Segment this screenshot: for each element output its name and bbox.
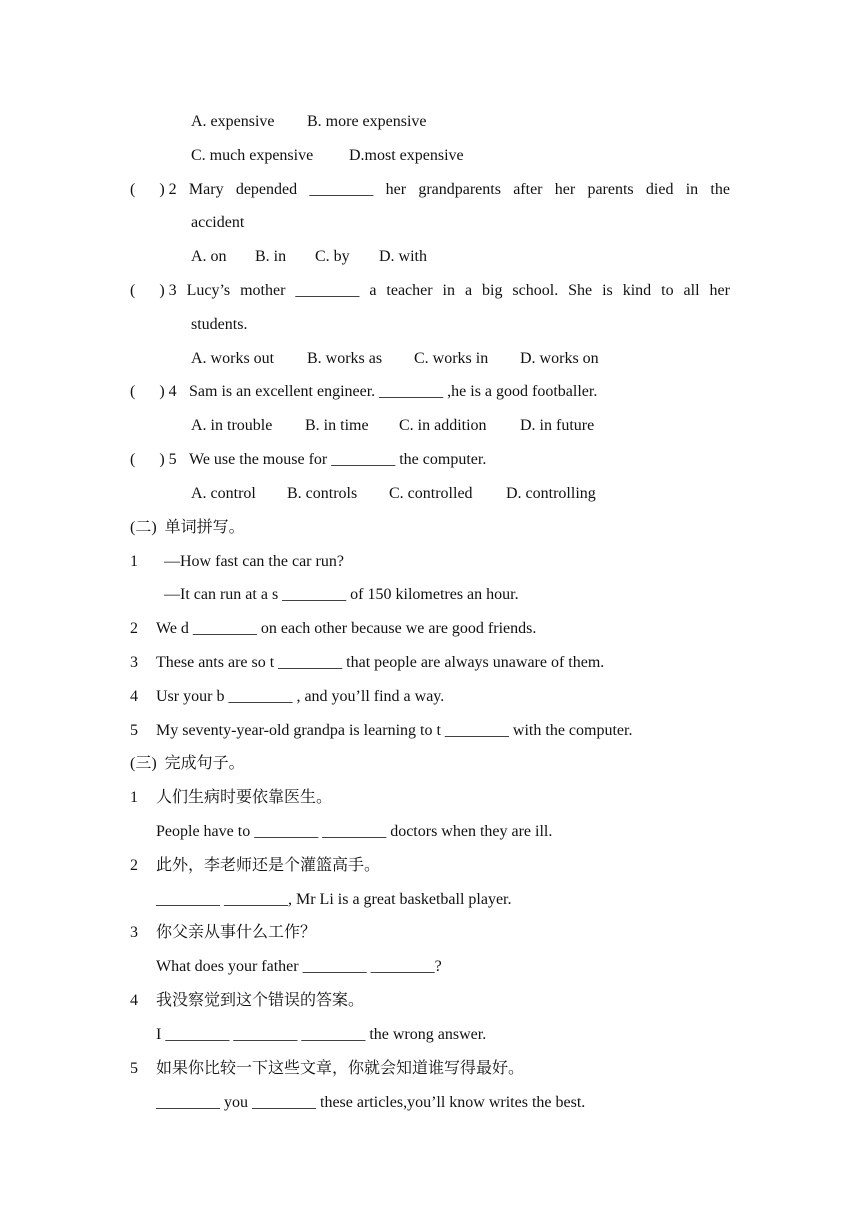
spelling-item-number: 2	[130, 620, 138, 637]
spelling-item-number: 3	[130, 654, 138, 671]
q5-option-a: A. control	[191, 485, 256, 502]
completion-item-english: What does your father ________ ________?	[156, 958, 442, 975]
q4-option-d: D. in future	[520, 417, 595, 434]
q3-word: big	[482, 282, 503, 299]
q2-word: after	[513, 181, 543, 198]
q2-word: Mary	[188, 181, 224, 198]
completion-item-chinese: 如果你比较一下这些文章，你就会知道谁写得最好。	[156, 1060, 525, 1077]
q4-option-b: B. in time	[305, 417, 369, 434]
q5-option-d: D. controlling	[506, 485, 596, 502]
q3-word: all	[683, 282, 700, 299]
q2-blank: ________	[309, 181, 374, 198]
q3-word: Lucy’s	[186, 282, 231, 299]
q2-word: the	[710, 181, 730, 198]
q3-stem-continued: students.	[191, 316, 248, 333]
q4-option-a: A. in trouble	[191, 417, 273, 434]
spelling-item-number: 5	[130, 722, 138, 739]
q2-option-a: A. on	[191, 248, 227, 265]
q3-word: kind	[622, 282, 652, 299]
completion-item-number: 4	[130, 992, 138, 1009]
completion-item-number: 2	[130, 857, 138, 874]
q2-word: grandparents	[418, 181, 501, 198]
q2-word: her	[554, 181, 576, 198]
q3-stem-line	[130, 281, 730, 301]
spelling-item-text: —How fast can the car run?	[164, 553, 344, 570]
completion-item-chinese: 此外，李老师还是个灌篮高手。	[156, 857, 381, 874]
q3-word: teacher	[386, 282, 433, 299]
q2-option-d: D. with	[379, 248, 427, 265]
q3-option-a: A. works out	[191, 350, 275, 367]
q5-stem: We use the mouse for ________ the computer.	[189, 451, 487, 468]
spelling-item-number: 4	[130, 688, 138, 705]
q3-word: a	[464, 282, 473, 299]
section-heading-spelling: (二) 单词拼写。	[130, 519, 245, 536]
q3-word: mother	[240, 282, 286, 299]
completion-item-number: 3	[130, 924, 138, 941]
spelling-item-text: —It can run at a s ________ of 150 kilometres an hour.	[164, 586, 519, 603]
completion-item-english: ________ ________, Mr Li is a great basketball player.	[156, 891, 512, 908]
q4-option-c: C. in addition	[399, 417, 487, 434]
q1-option-d: D.most expensive	[349, 147, 464, 164]
q2-stem-continued: accident	[191, 214, 245, 231]
spelling-item-number: 1	[130, 553, 138, 570]
q2-word: parents	[587, 181, 634, 198]
q2-stem-line	[130, 180, 730, 200]
q3-word: She	[568, 282, 593, 299]
spelling-item-text: Usr your b ________ , and you’ll find a way.	[156, 688, 445, 705]
q5-option-b: B. controls	[287, 485, 358, 502]
q2-option-c: C. by	[315, 248, 350, 265]
completion-item-number: 1	[130, 789, 138, 806]
completion-item-english: I ________ ________ ________ the wrong answer.	[156, 1026, 487, 1043]
q4-stem: Sam is an excellent engineer. ________ ,he is a good footballer.	[189, 383, 598, 400]
q2-word: in	[685, 181, 699, 198]
spelling-item-text: These ants are so t ________ that people are always unaware of them.	[156, 654, 605, 671]
completion-item-chinese: 人们生病时要依靠医生。	[156, 789, 333, 806]
q4-paren-number: ( ) 4	[130, 383, 177, 400]
q3-word: school.	[512, 282, 559, 299]
q3-option-c: C. works in	[414, 350, 489, 367]
q3-paren-number: ( ) 3	[130, 282, 177, 299]
q3-option-d: D. works on	[520, 350, 599, 367]
q2-word: died	[645, 181, 674, 198]
q1-option-b: B. more expensive	[307, 113, 427, 130]
q3-word: is	[602, 282, 613, 299]
q2-word: depended	[235, 181, 298, 198]
spelling-item-text: My seventy-year-old grandpa is learning to t ________ with the computer.	[156, 722, 633, 739]
q3-word: to	[661, 282, 674, 299]
q1-option-c: C. much expensive	[191, 147, 314, 164]
q3-option-b: B. works as	[307, 350, 383, 367]
q3-blank: ________	[295, 282, 360, 299]
section-heading-completion: (三) 完成句子。	[130, 755, 245, 772]
spelling-item-text: We d ________ on each other because we are good friends.	[156, 620, 537, 637]
q1-option-a: A. expensive	[191, 113, 275, 130]
q3-word: her	[709, 282, 730, 299]
q3-word: in	[442, 282, 455, 299]
q5-option-c: C. controlled	[389, 485, 473, 502]
q2-word: her	[385, 181, 407, 198]
q5-paren-number: ( ) 5	[130, 451, 177, 468]
completion-item-english: People have to ________ ________ doctors when they are ill.	[156, 823, 553, 840]
completion-item-chinese: 我没察觉到这个错误的答案。	[156, 992, 365, 1009]
completion-item-chinese: 你父亲从事什么工作？	[156, 924, 317, 941]
completion-item-number: 5	[130, 1060, 138, 1077]
q2-option-b: B. in	[255, 248, 287, 265]
q2-paren-number: ( ) 2	[130, 181, 177, 198]
q3-word: a	[369, 282, 377, 299]
completion-item-english: ________ you ________ these articles,you’ll know writes the best.	[156, 1094, 586, 1111]
